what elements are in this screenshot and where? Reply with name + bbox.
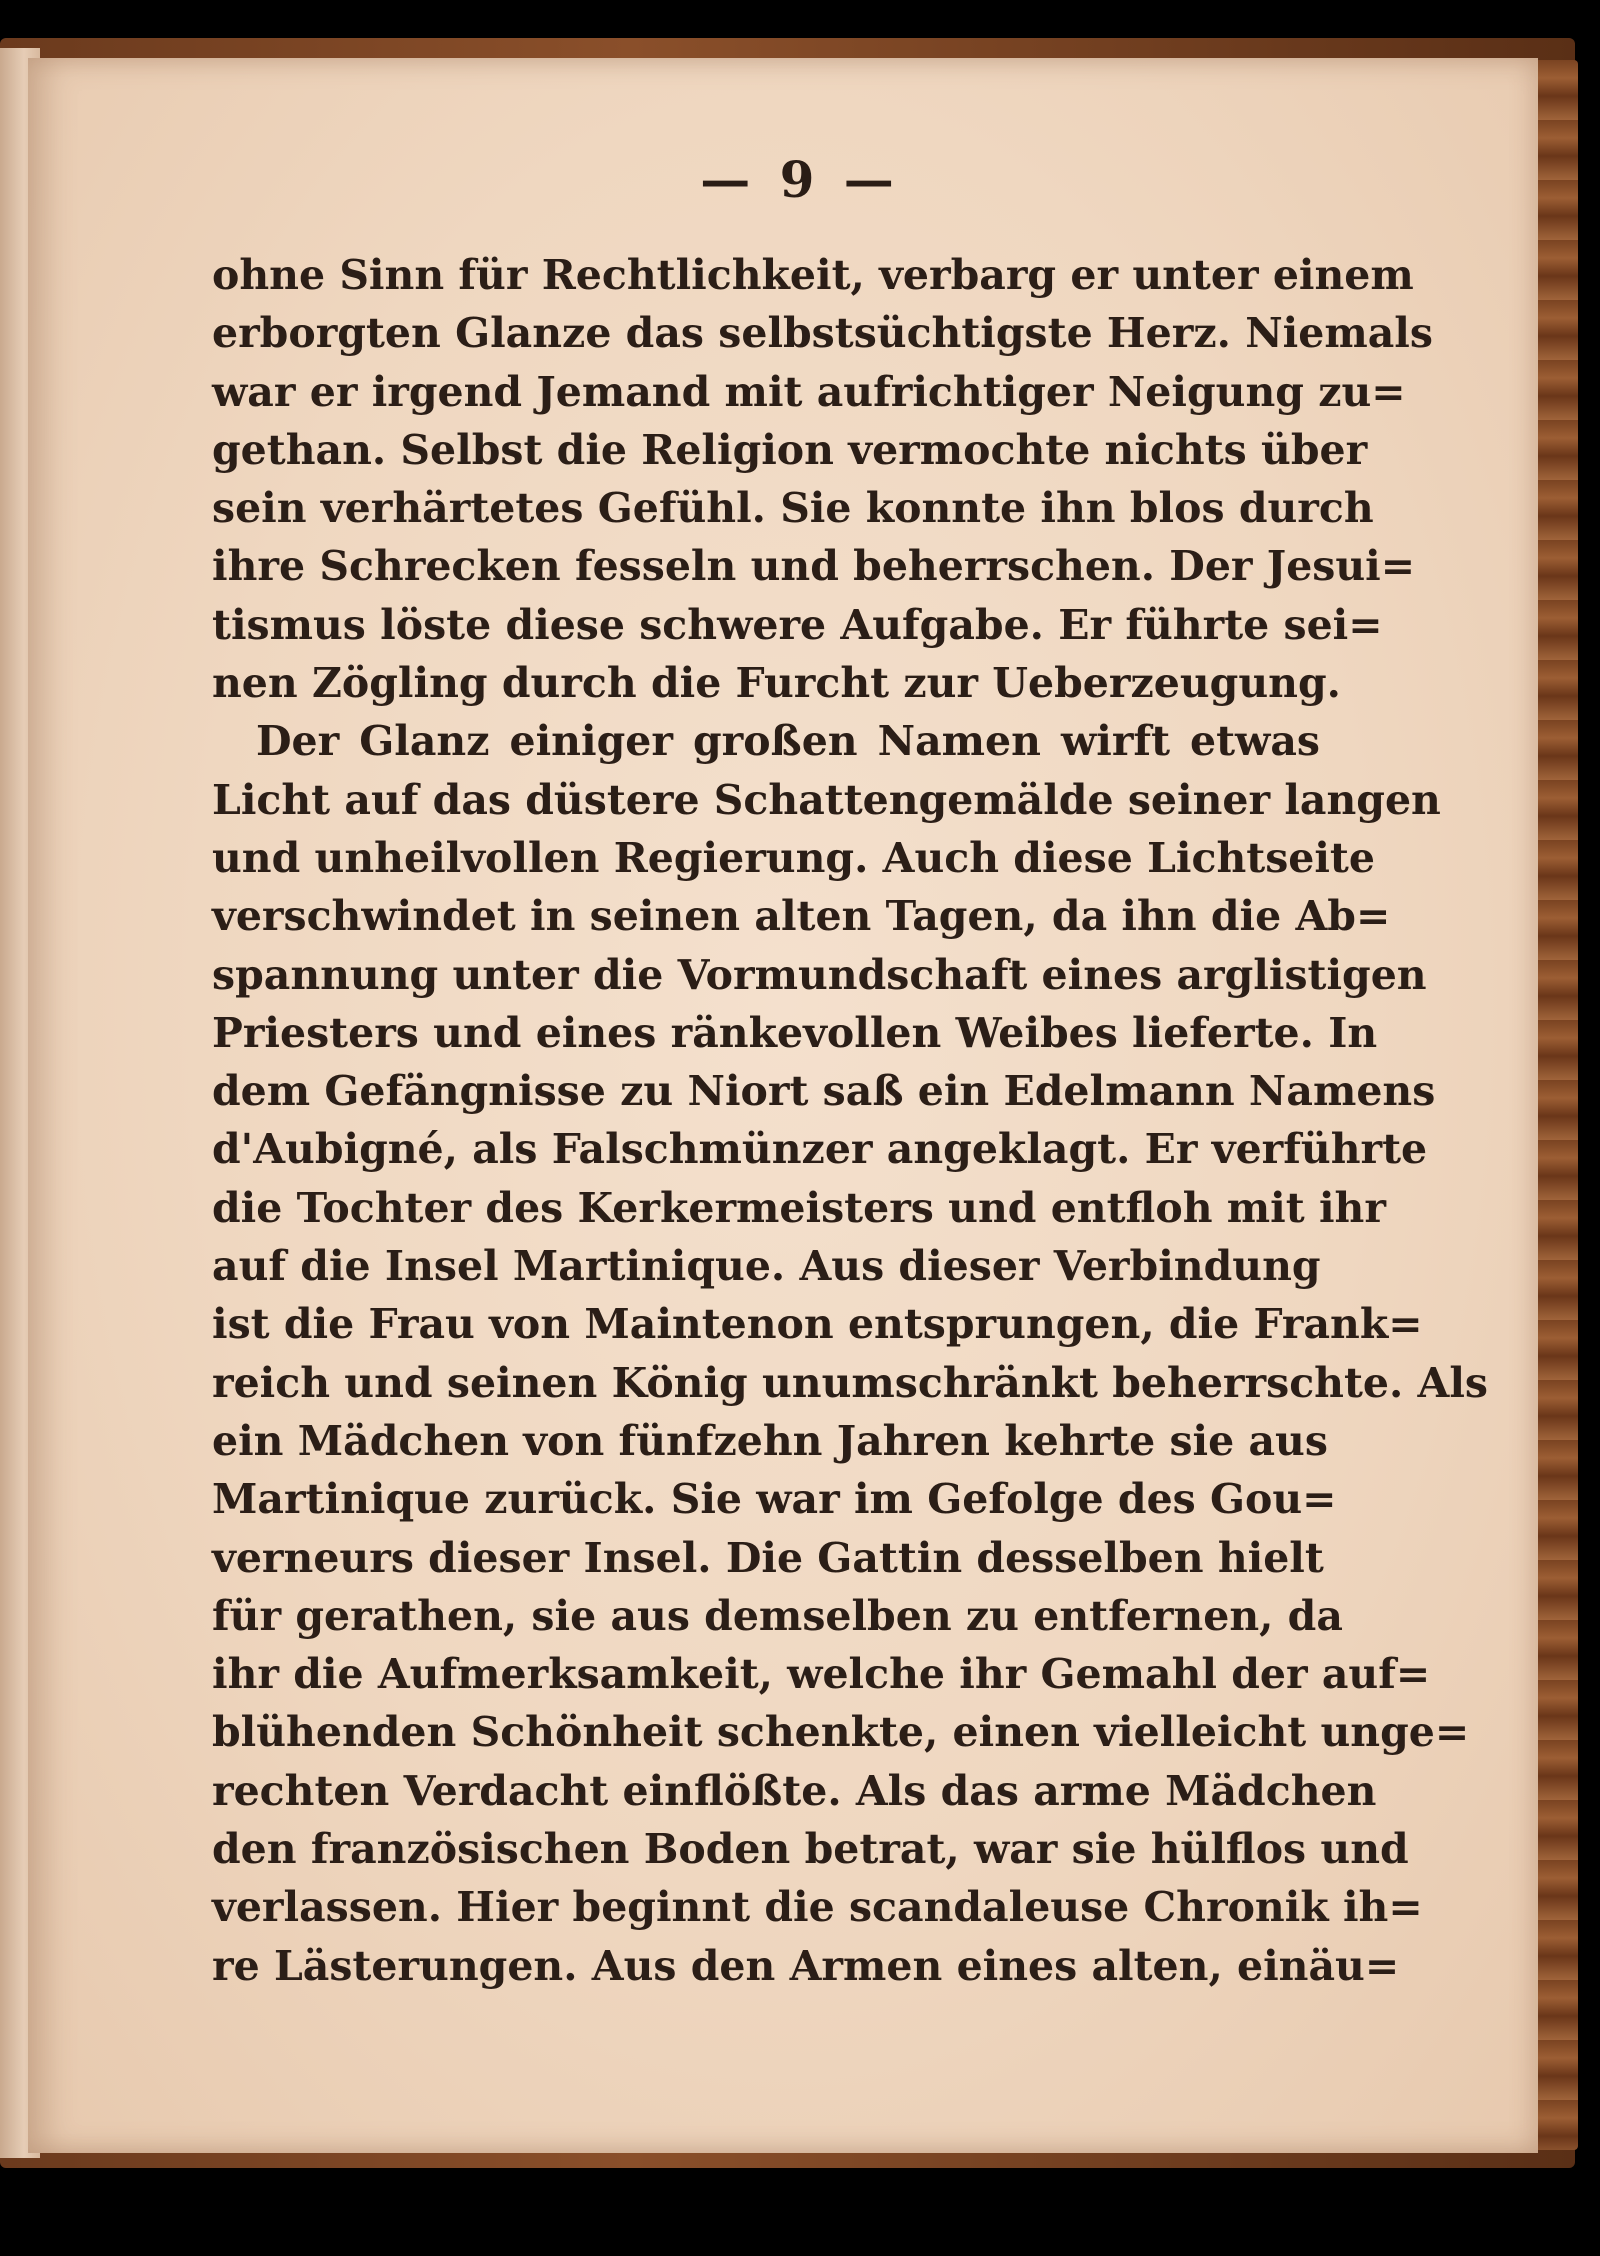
text-line: ist die Frau von Maintenon entsprungen, die Frank= — [212, 1300, 1423, 1349]
text-line: ein Mädchen von fünfzehn Jahren kehrte sie aus — [212, 1416, 1328, 1465]
text-line: Licht auf das düstere Schattengemälde seiner langen — [212, 775, 1441, 824]
text-line: verneurs dieser Insel. Die Gattin desselben hielt — [212, 1533, 1324, 1582]
text-line: rechten Verdacht einflößte. Als das arme Mädchen — [212, 1766, 1377, 1815]
text-line: reich und seinen König unumschränkt beherrschte. Als — [212, 1358, 1489, 1407]
text-line: gethan. Selbst die Religion vermochte nichts über — [212, 425, 1368, 474]
text-line: erborgten Glanze das selbstsüchtigste Herz. Niemals — [212, 309, 1433, 358]
body-text — [212, 246, 1489, 1995]
text-line: für gerathen, sie aus demselben zu entfernen, da — [212, 1591, 1343, 1640]
text-line: ihr die Aufmerksamkeit, welche ihr Gemahl der auf= — [212, 1650, 1431, 1699]
text-line: verlassen. Hier beginnt die scandaleuse Chronik ih= — [212, 1883, 1423, 1932]
text-line: und unheilvollen Regierung. Auch diese Lichtseite — [212, 833, 1375, 882]
text-line: blühenden Schönheit schenkte, einen vielleicht unge= — [212, 1708, 1470, 1757]
text-line: spannung unter die Vormundschaft eines arglistigen — [212, 950, 1427, 999]
text-line: war er irgend Jemand mit aufrichtiger Neigung zu= — [212, 367, 1406, 416]
text-line: nen Zögling durch die Furcht zur Ueberzeugung. — [212, 659, 1341, 708]
text-line: ihre Schrecken fesseln und beherrschen. Der Jesui= — [212, 542, 1416, 591]
text-line: Martinique zurück. Sie war im Gefolge des Gou= — [212, 1475, 1337, 1524]
text-line: Priesters und eines ränkevollen Weibes lieferte. In — [212, 1008, 1378, 1057]
text-line: tismus löste diese schwere Aufgabe. Er führte sei= — [212, 600, 1383, 649]
text-line: d'Aubigné, als Falschmünzer angeklagt. Er verführte — [212, 1125, 1428, 1174]
text-line: dem Gefängnisse zu Niort saß ein Edelmann Namens — [212, 1067, 1436, 1116]
page-number: — 9 — — [700, 150, 900, 209]
text-line: sein verhärtetes Gefühl. Sie konnte ihn blos durch — [212, 484, 1374, 533]
text-line: verschwindet in seinen alten Tagen, da ihn die Ab= — [212, 892, 1391, 941]
text-line: den französischen Boden betrat, war sie hülflos und — [212, 1825, 1409, 1874]
text-line: re Lästerungen. Aus den Armen eines alten, einäu= — [212, 1941, 1400, 1990]
text-line: die Tochter des Kerkermeisters und entfloh mit ihr — [212, 1183, 1386, 1232]
text-line: ohne Sinn für Rechtlichkeit, verbarg er unter einem — [212, 251, 1414, 299]
text-line: auf die Insel Martinique. Aus dieser Verbindung — [212, 1242, 1321, 1291]
text-line: Der Glanz einiger großen Namen wirft etwas — [256, 717, 1320, 766]
